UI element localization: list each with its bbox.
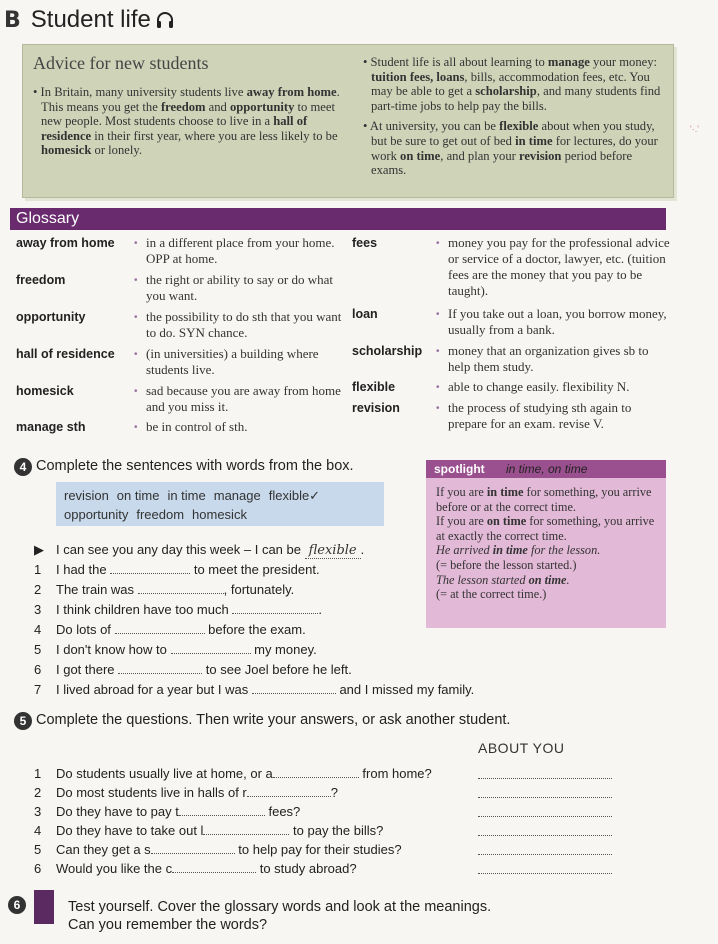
box-word: manage (213, 488, 261, 503)
box-word: revision (64, 488, 109, 503)
glossary-term: revision (352, 401, 400, 415)
exercise-number-5: 5 (14, 712, 32, 730)
glossary-term: opportunity (16, 310, 86, 324)
answer-blank[interactable] (172, 863, 256, 873)
exercise-5-question: 6 Would you like the c to study abroad? (34, 861, 357, 876)
bookmark-icon (34, 890, 54, 924)
glossary-definition: the possibility to do sth that you want to do. SYN chance. (146, 309, 342, 340)
spotlight-example: The lesson started on time. (436, 572, 570, 587)
about-you-answer-line[interactable] (478, 835, 612, 836)
exercise-4-instruction: Complete the sentences with words from the box. (36, 458, 354, 474)
answer-blank[interactable] (138, 584, 224, 594)
spotlight-label: spotlight (434, 462, 485, 476)
advice-paragraph: • At university, you can be flexible about when you study, but be sure to get out of bed in time for lectures, do your work on time, and plan your revision period before exams. (363, 119, 658, 178)
glossary-term: manage sth (16, 420, 86, 434)
answer-blank[interactable] (171, 644, 251, 654)
glossary-definition: in a different place from your home. OPP at home. (146, 235, 335, 266)
spotlight-title: in time, on time (506, 462, 588, 476)
word-box-line-2 (64, 505, 376, 524)
sentence-number: 1 (34, 562, 42, 577)
advice-title: Advice for new students (33, 53, 209, 73)
spotlight-gloss: (= at the correct time.) (436, 587, 547, 602)
exercise-5-question: 1 Do students usually live at home, or a from home? (34, 766, 432, 781)
exercise-5-question: 4 Do they have to take out l to pay the bills? (34, 823, 384, 838)
answer-blank[interactable] (273, 768, 359, 778)
sentence-number: 6 (34, 662, 42, 677)
answer-blank[interactable] (252, 684, 336, 694)
exercise-4-sentence: 1 I had the to meet the president. (34, 562, 320, 577)
exercise-4-sentence: 5 I don't know how to my money. (34, 642, 317, 657)
glossary-term: flexible (352, 380, 396, 394)
bullet-icon: • (134, 349, 138, 360)
about-you-answer-line[interactable] (478, 854, 612, 855)
exercise-5-question: 3 Do they have to pay t fees? (34, 804, 301, 819)
answer-blank[interactable] (110, 564, 190, 574)
bullet-icon: • (436, 346, 440, 357)
bullet-icon: • (134, 312, 138, 323)
exercise-4-sentence: 2 The train was , fortunately. (34, 582, 295, 597)
about-you-answer-line[interactable] (478, 816, 612, 817)
glossary-definition: sad because you are away from home and you miss it. (146, 383, 341, 414)
spotlight-example: He arrived in time for the lesson. (436, 543, 601, 558)
exercise-number-6: 6 (8, 896, 26, 914)
exercise-5-instruction: Complete the questions. Then write your answers, or ask another student. (36, 712, 511, 728)
exercise-4-sentence: 3 I think children have too much . (34, 602, 322, 617)
bullet-icon: • (134, 238, 138, 249)
spotlight-gloss: (= before the lesson started.) (436, 557, 577, 572)
question-number: 3 (34, 804, 42, 819)
exercise-6-instruction: Test yourself. Cover the glossary words and look at the meanings. Can you remember the words? (68, 899, 492, 933)
glossary-term: homesick (16, 384, 74, 398)
exercise-4-sentence: 4 Do lots of before the exam. (34, 622, 306, 637)
about-you-answer-line[interactable] (478, 797, 612, 798)
bullet-icon: • (134, 422, 138, 433)
glossary-definition: (in universities) a building where students live. (146, 346, 319, 377)
answer-blank[interactable] (247, 787, 331, 797)
glossary-definition: money you pay for the professional advice or service of a doctor, lawyer, etc. (tuition fees are the money that you pay to be taught). (448, 235, 670, 298)
bullet-icon: • (436, 382, 440, 393)
exercise-4-sentence: 7 I lived abroad for a year but I was and I missed my family. (34, 682, 475, 697)
answer-blank[interactable] (203, 825, 289, 835)
bullet-icon: • (436, 238, 440, 249)
bullet-icon: • (436, 309, 440, 320)
box-word: flexible✓ (268, 488, 321, 503)
page-title: Student life (30, 6, 151, 33)
word-box-line-1 (64, 486, 376, 505)
glossary (0, 0, 718, 440)
question-number: 1 (34, 766, 42, 781)
section-letter: B (4, 7, 21, 33)
glossary-definition: the right or ability to say or do what you want. (146, 272, 334, 303)
about-you-heading: ABOUT YOU (478, 740, 565, 756)
glossary-definition: the process of studying sth again to prepare for an exam. revise V. (448, 400, 632, 431)
exercise-5-question: 5 Can they get a s to help pay for their studies? (34, 842, 402, 857)
box-word: homesick (192, 507, 247, 522)
bullet-icon: • (134, 275, 138, 286)
glossary-term: fees (352, 236, 378, 250)
exercise-number-4: 4 (14, 458, 32, 476)
bullet-icon: • (436, 403, 440, 414)
answer-blank[interactable] (118, 664, 202, 674)
answer-blank[interactable] (115, 624, 205, 634)
spotlight-line: If you are in time for something, you arrive before or at the correct time. (436, 485, 652, 514)
play-arrow-icon: ▶ (34, 542, 44, 557)
question-number: 2 (34, 785, 42, 800)
about-you-answer-line[interactable] (478, 873, 612, 874)
answer-blank[interactable] (151, 844, 235, 854)
sentence-number: 3 (34, 602, 42, 617)
spotlight-box (426, 460, 666, 628)
advice-paragraph: • In Britain, many university students live away from home. This means you get the freedom and opportunity to meet new people. Most students choose to live in a hall of residence in their first year, where you are less likely to be homesick or lonely. (33, 85, 340, 158)
glossary-term: loan (352, 307, 378, 321)
example-sentence: ▶ I can see you any day this week – I can be flexible . (34, 542, 365, 558)
advice-paragraph: • Student life is all about learning to manage your money: tuition fees, loans, bills, accommodation fees, etc. You may be able to get a scholarship, and many students find part-time jobs to help pay the bills. (363, 55, 661, 113)
glossary-definition: money that an organization gives sb to help them study. (448, 343, 649, 374)
spotlight-body (436, 485, 662, 602)
box-word: freedom (136, 507, 185, 522)
example-answer: flexible (305, 543, 361, 559)
question-number: 6 (34, 861, 42, 876)
sentence-number: 7 (34, 682, 42, 697)
glossary-header: Glossary (10, 208, 666, 230)
glossary-definition: be in control of sth. (146, 419, 248, 434)
bullet-icon: • (134, 386, 138, 397)
speckle: '·.' (690, 124, 699, 134)
sentence-number: 5 (34, 642, 42, 657)
box-word: opportunity (64, 507, 129, 522)
answer-blank[interactable] (179, 806, 265, 816)
glossary-definition: If you take out a loan, you borrow money, usually from a bank. (448, 306, 667, 337)
question-number: 5 (34, 842, 42, 857)
word-box (56, 482, 384, 526)
glossary-term: away from home (16, 236, 115, 250)
spotlight-line: If you are on time for something, you arrive at exactly the correct time. (436, 514, 655, 543)
glossary-term: scholarship (352, 344, 423, 358)
about-you-answer-line[interactable] (478, 778, 612, 779)
answer-blank[interactable] (232, 604, 318, 614)
box-word: in time (167, 488, 206, 503)
box-word: on time (116, 488, 160, 503)
sentence-number: 4 (34, 622, 42, 637)
question-number: 4 (34, 823, 42, 838)
glossary-term: freedom (16, 273, 66, 287)
sentence-number: 2 (34, 582, 42, 597)
exercise-5-question: 2 Do most students live in halls of r ? (34, 785, 338, 800)
exercise-4-sentence: 6 I got there to see Joel before he left. (34, 662, 352, 677)
glossary-definition: able to change easily. flexibility N. (448, 379, 630, 394)
glossary-term: hall of residence (16, 347, 115, 361)
